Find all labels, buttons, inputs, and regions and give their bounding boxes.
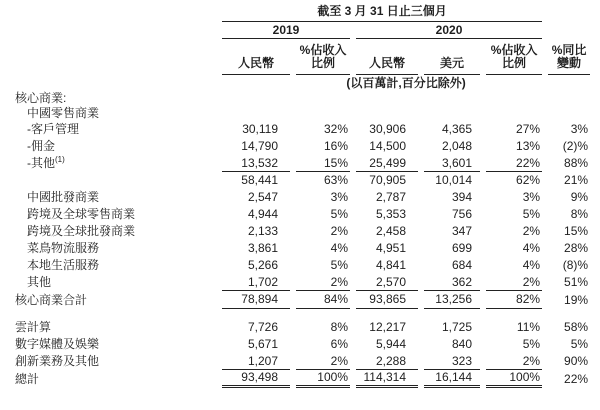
table-row [6,257,590,274]
value-cell: 22% [486,155,542,172]
column-header-rmb-2019 [222,39,290,75]
value-cell: 16,144 [424,370,480,388]
value-cell: 10,014 [435,173,472,187]
value-cell: (2)% [562,139,589,153]
value-cell: 15% [296,155,350,172]
value-cell: 19% [564,292,589,307]
value-cell: (8)% [562,258,589,272]
value-cell [222,106,290,121]
year-2019-header: 2019 [222,22,350,39]
column-header-line1: %同比 [551,43,587,57]
value-cell: 6% [330,337,348,351]
value-cell: 347 [451,224,472,238]
value-cell: 2% [330,224,348,238]
row-label: 核心商業: [15,91,67,105]
value-cell: 12,217 [369,320,406,334]
value-cell [222,91,290,106]
row-label: -佣金 [27,139,55,153]
units-row [6,75,590,91]
value-cell: 15% [564,224,589,238]
column-header-line1: %佔收入 [299,43,347,57]
value-cell: 2% [296,353,350,370]
row-label: 本地生活服務 [27,258,100,272]
year-header-row [6,22,590,39]
value-cell: 5,944 [375,337,406,351]
column-header-line2: 變動 [557,56,582,70]
column-header-rmb-2020 [356,39,418,75]
column-header-yoy [548,39,590,75]
table-row [6,274,590,291]
value-cell: 2% [522,224,541,238]
column-header-line2: 人民幣 [237,56,274,70]
column-header-usd-2020 [424,39,480,75]
column-header-line2: 美元 [439,56,464,70]
year-2020-header: 2020 [356,22,542,39]
value-cell: 2,547 [247,190,278,204]
value-cell: 3% [570,122,589,136]
value-cell: 756 [451,207,472,221]
value-cell: 840 [451,337,472,351]
value-cell: 21% [564,173,589,187]
value-cell: 93,498 [222,370,290,388]
empty-cell [548,0,590,22]
row-label: 跨境及全球零售商業 [27,207,136,221]
table-row [6,291,590,309]
empty-cell [548,22,590,39]
value-cell: 25,499 [356,155,418,172]
column-header-line2: 人民幣 [368,56,405,70]
value-cell: 5,671 [247,337,278,351]
value-cell: 63% [323,173,348,187]
footnote-ref: (1) [55,155,65,164]
section-label-row [6,91,590,106]
row-label: 跨境及全球批發商業 [27,224,136,238]
row-label: -其他$^{(1)}$ [27,155,65,170]
value-cell: 2,570 [356,274,418,291]
value-cell: 70,905 [369,173,406,187]
row-label: -客戶管理 [27,122,79,136]
value-cell: 4% [522,258,541,272]
spacer-row [6,309,590,319]
value-cell: 3,861 [247,241,278,255]
value-cell: 7,726 [247,320,278,334]
column-header-row [6,39,590,75]
value-cell: 1,725 [441,320,472,334]
value-cell: 2% [296,274,350,291]
value-cell: 4,951 [375,241,406,255]
value-cell: 4,841 [375,258,406,272]
value-cell: 3,601 [424,155,480,172]
value-cell: 3% [522,190,541,204]
value-cell: 2,288 [356,353,418,370]
table-row [6,121,590,138]
value-cell: 394 [451,190,472,204]
value-cell: 30,119 [242,122,278,136]
value-cell: 8% [330,320,348,334]
value-cell: 82% [486,291,542,309]
value-cell: 4% [330,241,348,255]
table-row [6,155,590,172]
column-header-line2: 比例 [502,56,527,70]
value-cell [356,106,418,121]
value-cell: 14,500 [369,139,406,153]
column-header-pct-2019 [296,39,350,75]
value-cell: 4,944 [247,207,278,221]
value-cell: 84% [296,291,350,309]
value-cell: 58% [564,320,589,334]
value-cell: 93,865 [356,291,418,309]
value-cell [486,106,542,121]
value-cell: 323 [424,353,480,370]
row-label: 其他 [27,275,52,289]
value-cell: 90% [564,354,589,368]
value-cell: 362 [424,274,480,291]
row-label [6,172,216,189]
empty-cell [6,39,216,75]
value-cell [296,106,350,121]
empty-cell [6,22,216,39]
table-row [6,370,590,388]
value-cell: 5,266 [247,258,278,272]
value-cell: 114,314 [356,370,418,388]
value-cell: 22% [564,371,589,386]
row-label: 核心商業合計 [15,292,88,307]
value-cell: 51% [564,275,589,289]
value-cell [424,91,480,106]
value-cell: 8% [570,207,589,221]
row-label: 雲計算 [15,320,52,334]
value-cell [356,91,418,106]
row-label: 菜鳥物流服務 [27,241,100,255]
empty-cell [6,0,216,22]
value-cell: 13,532 [222,155,290,172]
value-cell: 13% [516,139,541,153]
value-cell: 11% [516,320,541,334]
table-row [6,223,590,240]
value-cell: 13,256 [424,291,480,309]
value-cell: 2,133 [247,224,278,238]
value-cell: 28% [564,241,589,255]
table-row [6,353,590,370]
value-cell: 78,894 [222,291,290,309]
value-cell: 1,207 [222,353,290,370]
period-title: 截至 3 月 31 日止三個月 [222,0,542,22]
value-cell: 9% [570,190,589,204]
value-cell: 100% [486,370,542,388]
row-label: 中國零售商業 [27,106,100,120]
value-cell: 14,790 [241,139,278,153]
column-header-pct-2020 [486,39,542,75]
row-label: 創新業務及其他 [15,354,100,368]
value-cell: 5% [330,258,348,272]
row-label: 數字媒體及娛樂 [15,337,100,351]
period-header-row [6,0,590,22]
value-cell: 2,048 [441,139,472,153]
value-cell: 2% [486,274,542,291]
table-row [6,240,590,257]
value-cell [548,91,590,106]
column-header-line2: 比例 [310,56,335,70]
units-note: (以百萬計,百分比除外) [346,75,466,90]
row-label: 中國批發商業 [27,190,100,204]
value-cell: 16% [323,139,348,153]
value-cell: 1,702 [222,274,290,291]
value-cell [296,91,350,106]
table-row [6,336,590,353]
section-label-row [6,106,590,121]
value-cell: 2,787 [375,190,406,204]
value-cell: 5% [330,207,348,221]
value-cell: 27% [516,122,541,136]
table-row [6,138,590,155]
value-cell: 58,441 [241,173,278,187]
value-cell: 4% [522,241,541,255]
table-row [6,189,590,206]
value-cell [424,106,480,121]
value-cell: 2% [486,353,542,370]
value-cell: 88% [564,156,589,170]
value-cell: 5% [522,207,541,221]
table-row [6,319,590,336]
value-cell: 100% [296,370,350,388]
value-cell: 62% [516,173,541,187]
value-cell: 5% [522,337,541,351]
table-row [6,172,590,189]
column-header-line1: %佔收入 [490,43,538,57]
table-row [6,206,590,223]
value-cell: 699 [451,241,472,255]
value-cell [548,106,590,121]
value-cell: 3% [330,190,348,204]
value-cell: 684 [451,258,472,272]
value-cell: 32% [323,122,348,136]
value-cell: 4,365 [441,122,472,136]
row-label: 總計 [15,371,40,386]
spacer-cell [6,309,590,319]
value-cell [486,91,542,106]
value-cell: 2,458 [375,224,406,238]
value-cell: 5% [570,337,589,351]
empty-cell [6,75,216,91]
value-cell: 30,906 [369,122,406,136]
value-cell: 5,353 [375,207,406,221]
